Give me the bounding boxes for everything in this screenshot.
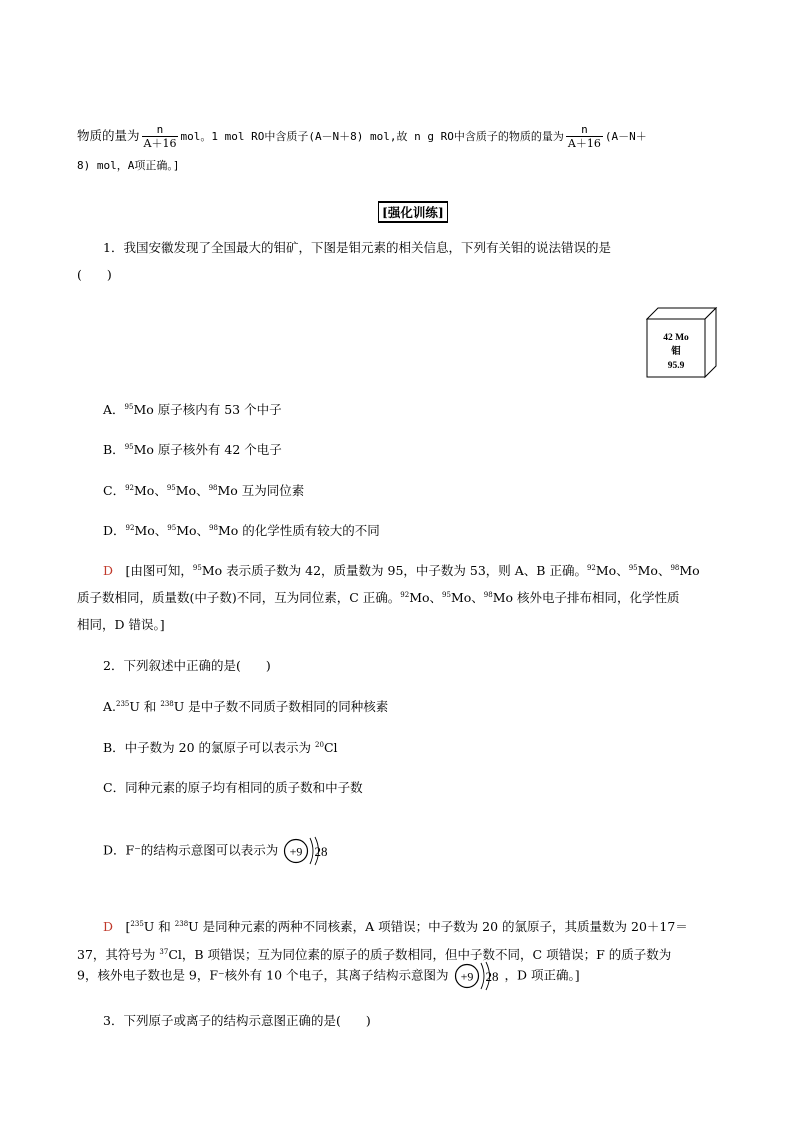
intro-line-2: 8) mol，A项正确。] <box>77 159 180 172</box>
element-card-icon <box>646 307 718 379</box>
mass-number: 95 <box>167 524 177 532</box>
option-label: A． <box>103 402 125 417</box>
option-label: A. <box>103 699 117 714</box>
q3-stem: 3．下列原子或离子的结构示意图正确的是( ) <box>103 1013 371 1028</box>
explanation-text: Mo 核外电子排布相同，化学性质 <box>492 590 680 605</box>
explanation-text: [由图可知， <box>125 563 193 578</box>
mass-number: 98 <box>483 591 493 599</box>
q2-option-d <box>103 836 334 866</box>
nuclide-symbol: 238 <box>174 920 189 928</box>
electron-shells: 28 <box>314 844 328 859</box>
q2-option-b <box>103 740 338 756</box>
option-text: Mo 互为同位素 <box>217 483 305 498</box>
explanation-text: U 是同种元素的两种不同核素，A 项错误；中子数为 20 的氯原子，其质量数为 20＋17＝ <box>188 919 688 934</box>
option-text: D．F⁻的结构示意图可以表示为 <box>103 842 279 858</box>
option-label: D． <box>103 523 126 538</box>
intro-text: (A－N＋ <box>604 130 647 143</box>
explanation-text: 37，其符号为 <box>77 947 160 962</box>
explanation-text: Mo、 <box>595 563 629 578</box>
mass-number: 95 <box>166 484 176 492</box>
option-text: B．中子数为 20 的氯原子可以表示为 <box>103 740 316 755</box>
element-name: 钼 <box>671 346 681 357</box>
explanation-text: 9，核外电子数也是 9，F⁻核外有 10 个电子，其离子结构示意图为 <box>77 967 449 983</box>
q2-explanation-line-3 <box>77 961 580 991</box>
q2-stem: 2．下列叙述中正确的是( ) <box>103 658 271 673</box>
mass-number: 95 <box>628 564 638 572</box>
atom-structure-diagram <box>282 836 334 866</box>
mass-number: 95 <box>192 564 202 572</box>
nucleus-charge: +9 <box>289 844 303 859</box>
fraction-denominator: A＋16 <box>143 137 177 150</box>
explanation-text: Mo、 <box>409 590 443 605</box>
q1-stem: 1．我国安徽发现了全国最大的钼矿，下图是钼元素的相关信息，下列有关钼的说法错误的是 <box>103 240 611 255</box>
intro-text: mol。1 mol RO中含质子(A－N＋8) mol,故 n g RO中含质子的物质的量为 <box>180 130 564 143</box>
mass-number: 95 <box>124 403 134 411</box>
q1-explanation-line-2 <box>77 590 680 606</box>
atom-structure-diagram <box>453 961 505 991</box>
q1-option-b <box>103 442 282 458</box>
explanation-text: ，D 项正确。] <box>504 967 580 983</box>
explanation-text: [ <box>125 919 131 934</box>
option-label: B． <box>103 442 125 457</box>
mass-number: 95 <box>442 591 451 599</box>
explanation-text: 质子数相同，质量数(中子数)不同，互为同位素，C 正确。 <box>77 590 401 605</box>
element-number-symbol: 42 Mo <box>663 333 689 343</box>
option-label: C． <box>103 483 126 498</box>
mass-number: 92 <box>125 524 135 532</box>
option-text: Mo 原子核外有 42 个电子 <box>133 442 282 457</box>
mass-number: 98 <box>670 564 680 572</box>
mass-number: 92 <box>586 564 596 572</box>
option-text: Mo 的化学性质有较大的不同 <box>217 523 380 538</box>
option-text: Mo 原子核内有 53 个中子 <box>133 402 282 417</box>
mass-number: 37 <box>159 948 169 956</box>
electron-shells: 28 <box>485 969 498 984</box>
section-heading-text: [强化训练] <box>378 201 448 223</box>
mass-number: 98 <box>209 524 218 532</box>
element-mass: 95.9 <box>667 361 685 371</box>
q1-option-d: D．$^{92}$Mo、$^{95}$Mo、$^{98}$Mo 的化学性质有较大的不同 <box>103 523 380 538</box>
q1-explanation-line-1 <box>103 563 700 579</box>
explanation-text: Mo、 <box>637 563 671 578</box>
section-heading <box>378 201 448 223</box>
explanation-text: U 和 <box>143 919 175 934</box>
fraction-denominator: A＋16 <box>567 137 601 150</box>
intro-text: 物质的量为 <box>77 128 140 143</box>
nuclide-symbol: 235 <box>116 700 130 708</box>
option-text: Cl <box>323 740 338 755</box>
q2-option-a <box>103 699 388 715</box>
mass-number: 92 <box>400 591 410 599</box>
mass-number: 95 <box>124 443 134 451</box>
mass-number: 20 <box>315 741 324 749</box>
fraction <box>566 123 603 150</box>
q2-option-c: C．同种元素的原子均有相同的质子数和中子数 <box>103 780 363 795</box>
fraction-numerator: n <box>581 123 588 136</box>
q1-option-a <box>103 402 282 418</box>
nuclide-symbol: 238 <box>160 700 174 708</box>
q2-explanation-line-1 <box>103 919 688 935</box>
q1-explanation-line-3: 相同，D 错误。] <box>77 617 165 632</box>
fraction-numerator: n <box>156 123 164 136</box>
answer-letter: D <box>103 563 114 578</box>
fraction <box>142 123 179 150</box>
explanation-text: Cl，B 项错误；互为同位素的原子的质子数相同，但中子数不同，C 项错误；F 的质子数为 <box>168 947 672 962</box>
answer-letter: D <box>103 919 114 934</box>
explanation-text: Mo <box>679 563 700 578</box>
mass-number: 98 <box>208 484 218 492</box>
nuclide-symbol: 235 <box>130 920 144 928</box>
q1-option-c: C．$^{92}$Mo、$^{95}$Mo、$^{98}$Mo 互为同位素 <box>103 483 305 498</box>
mass-number: 92 <box>125 484 134 492</box>
option-text: U 是中子数不同质子数相同的同种核素 <box>173 699 389 714</box>
explanation-text: Mo、 <box>450 590 484 605</box>
q1-stem-blank: ( ) <box>77 267 112 282</box>
intro-line-1 <box>77 123 647 150</box>
option-text: U 和 <box>129 699 161 714</box>
explanation-text: Mo 表示质子数为 42，质量数为 95，中子数为 53，则 A、B 正确。 <box>201 563 587 578</box>
nucleus-charge: +9 <box>460 969 473 984</box>
